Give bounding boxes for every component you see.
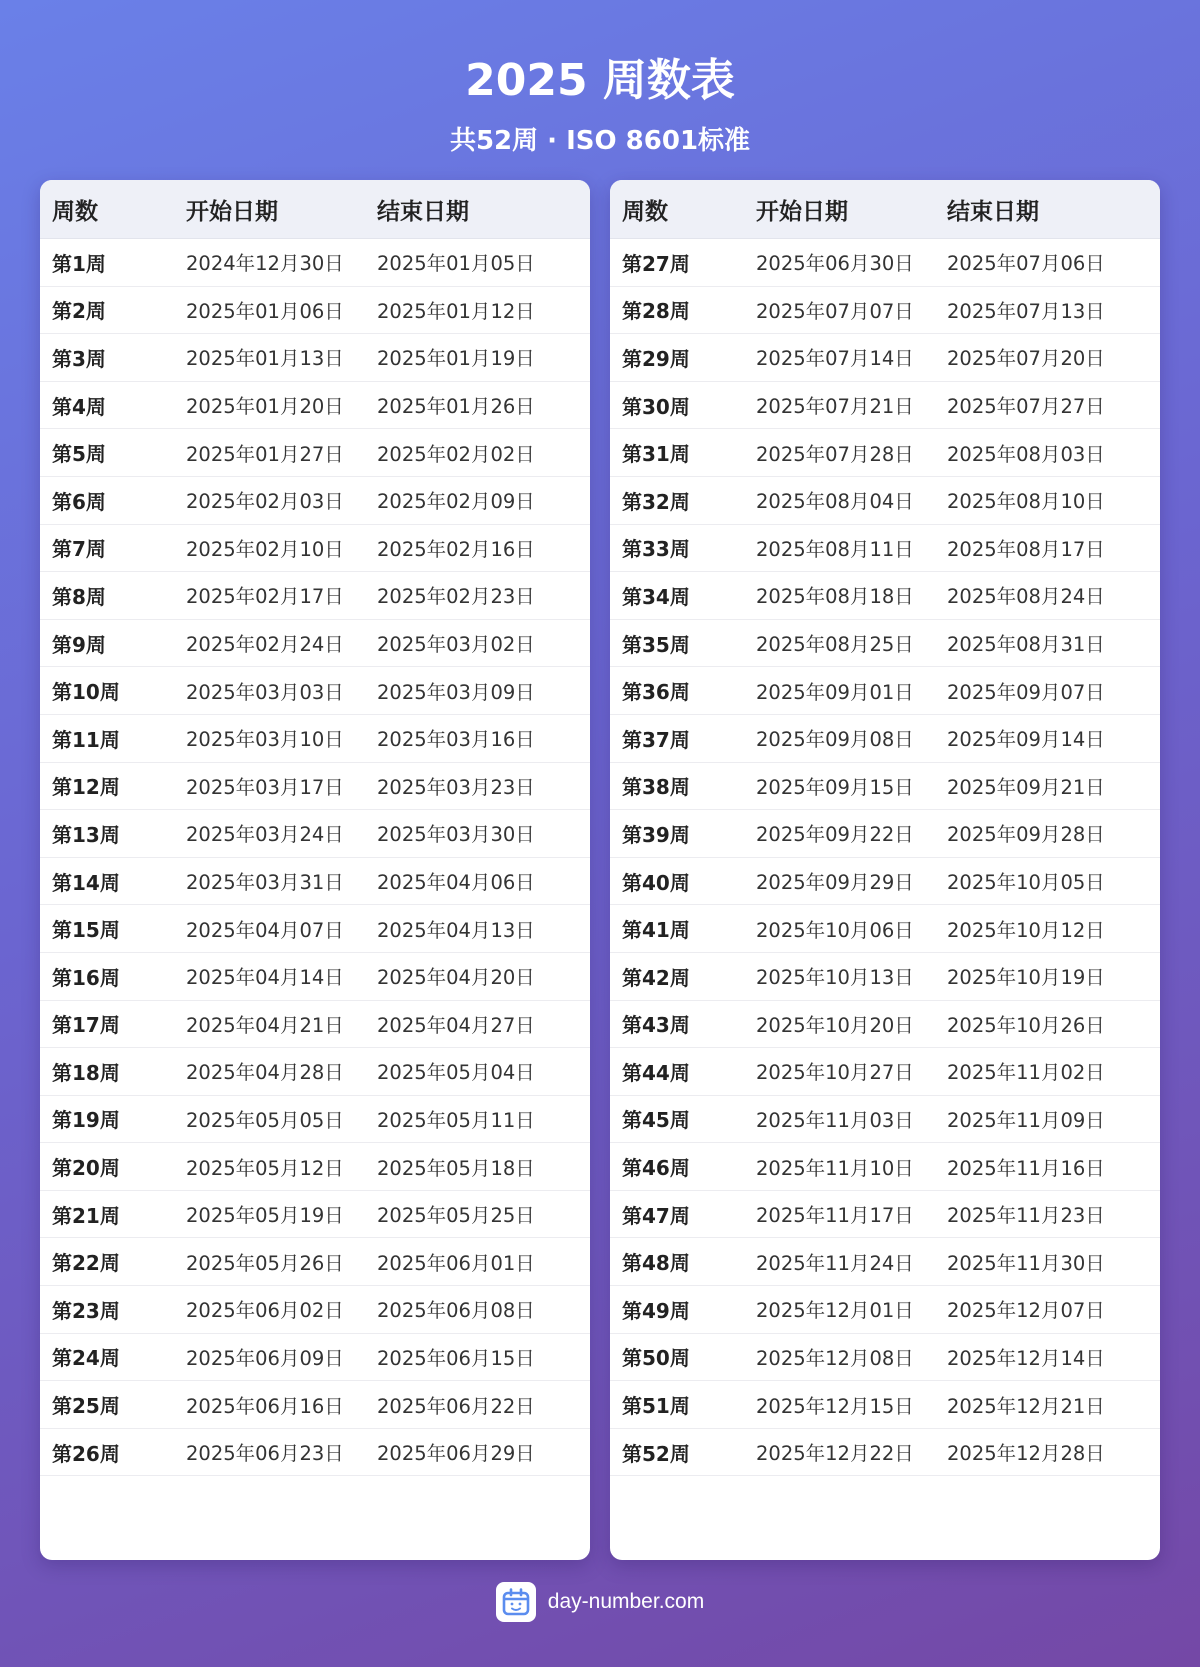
start-date-cell: 2025年07月21日	[756, 395, 914, 419]
start-date-cell: 2025年03月17日	[186, 775, 344, 799]
start-date-cell: 2024年12月30日	[186, 252, 344, 276]
table-header	[40, 180, 590, 239]
week-cell: 第18周	[52, 1060, 120, 1085]
site-name[interactable]: day-number.com	[547, 1590, 705, 1613]
end-date-cell: 2025年07月20日	[947, 347, 1105, 371]
start-date-cell: 2025年06月16日	[186, 1394, 344, 1418]
week-cell: 第39周	[622, 822, 690, 847]
week-cell: 第33周	[622, 537, 690, 562]
header-start: 开始日期	[756, 198, 848, 225]
start-date-cell: 2025年09月15日	[756, 775, 914, 799]
week-cell: 第32周	[622, 489, 690, 514]
start-date-cell: 2025年10月06日	[756, 918, 914, 942]
header-start: 开始日期	[186, 198, 278, 225]
end-date-cell: 2025年05月11日	[377, 1108, 535, 1132]
start-date-cell: 2025年05月12日	[186, 1156, 344, 1180]
week-cell: 第49周	[622, 1298, 690, 1323]
end-date-cell: 2025年08月24日	[947, 585, 1105, 609]
week-cell: 第11周	[52, 727, 120, 752]
start-date-cell: 2025年09月22日	[756, 823, 914, 847]
start-date-cell: 2025年04月21日	[186, 1013, 344, 1037]
week-cell: 第30周	[622, 394, 690, 419]
table-row	[40, 620, 590, 668]
week-cell: 第38周	[622, 775, 690, 800]
end-date-cell: 2025年01月19日	[377, 347, 535, 371]
week-cell: 第40周	[622, 870, 690, 895]
start-date-cell: 2025年06月02日	[186, 1299, 344, 1323]
week-cell: 第14周	[52, 870, 120, 895]
header-week: 周数	[622, 198, 668, 225]
end-date-cell: 2025年01月26日	[377, 395, 535, 419]
end-date-cell: 2025年11月30日	[947, 1251, 1105, 1275]
end-date-cell: 2025年02月23日	[377, 585, 535, 609]
end-date-cell: 2025年03月09日	[377, 680, 535, 704]
end-date-cell: 2025年06月15日	[377, 1346, 535, 1370]
week-cell: 第35周	[622, 632, 690, 657]
table-row	[40, 715, 590, 763]
table-row	[610, 572, 1160, 620]
week-cell: 第20周	[52, 1156, 120, 1181]
end-date-cell: 2025年11月09日	[947, 1108, 1105, 1132]
end-date-cell: 2025年10月12日	[947, 918, 1105, 942]
week-cell: 第5周	[52, 442, 106, 467]
end-date-cell: 2025年04月27日	[377, 1013, 535, 1037]
end-date-cell: 2025年11月23日	[947, 1204, 1105, 1228]
table-row	[40, 572, 590, 620]
table-row	[610, 477, 1160, 525]
end-date-cell: 2025年09月28日	[947, 823, 1105, 847]
start-date-cell: 2025年10月13日	[756, 966, 914, 990]
week-cell: 第36周	[622, 680, 690, 705]
start-date-cell: 2025年04月07日	[186, 918, 344, 942]
table-row	[610, 953, 1160, 1001]
table-row	[40, 1238, 590, 1286]
table-row	[40, 1334, 590, 1382]
table-row	[610, 1238, 1160, 1286]
calendar-face-icon	[496, 1582, 536, 1622]
start-date-cell: 2025年04月14日	[186, 966, 344, 990]
start-date-cell: 2025年09月08日	[756, 728, 914, 752]
week-cell: 第15周	[52, 918, 120, 943]
table-header	[610, 180, 1160, 239]
week-cell: 第10周	[52, 680, 120, 705]
table-row	[610, 1096, 1160, 1144]
start-date-cell: 2025年08月11日	[756, 537, 914, 561]
week-cell: 第43周	[622, 1013, 690, 1038]
end-date-cell: 2025年06月01日	[377, 1251, 535, 1275]
start-date-cell: 2025年09月29日	[756, 871, 914, 895]
start-date-cell: 2025年02月17日	[186, 585, 344, 609]
end-date-cell: 2025年05月04日	[377, 1061, 535, 1085]
table-row	[40, 1381, 590, 1429]
week-cell: 第21周	[52, 1203, 120, 1228]
end-date-cell: 2025年11月02日	[947, 1061, 1105, 1085]
end-date-cell: 2025年03月02日	[377, 633, 535, 657]
table-row	[40, 953, 590, 1001]
week-cell: 第28周	[622, 299, 690, 324]
start-date-cell: 2025年10月20日	[756, 1013, 914, 1037]
page-subtitle: 共52周 · ISO 8601标准	[449, 126, 751, 156]
table-row	[610, 1048, 1160, 1096]
table-row	[40, 667, 590, 715]
table-row	[610, 667, 1160, 715]
table-row	[610, 239, 1160, 287]
week-cell: 第13周	[52, 822, 120, 847]
end-date-cell: 2025年08月31日	[947, 633, 1105, 657]
table-row	[40, 1001, 590, 1049]
table-row	[610, 1191, 1160, 1239]
start-date-cell: 2025年06月30日	[756, 252, 914, 276]
end-date-cell: 2025年01月05日	[377, 252, 535, 276]
table-row	[40, 525, 590, 573]
week-cell: 第12周	[52, 775, 120, 800]
week-table-right	[610, 180, 1160, 1560]
start-date-cell: 2025年03月03日	[186, 680, 344, 704]
table-row	[610, 1334, 1160, 1382]
end-date-cell: 2025年02月02日	[377, 442, 535, 466]
end-date-cell: 2025年07月27日	[947, 395, 1105, 419]
start-date-cell: 2025年12月08日	[756, 1346, 914, 1370]
table-row	[610, 1381, 1160, 1429]
end-date-cell: 2025年07月06日	[947, 252, 1105, 276]
week-cell: 第41周	[622, 918, 690, 943]
table-row	[40, 1143, 590, 1191]
week-cell: 第17周	[52, 1013, 120, 1038]
end-date-cell: 2025年12月07日	[947, 1299, 1105, 1323]
table-row	[610, 763, 1160, 811]
table-row	[40, 429, 590, 477]
end-date-cell: 2025年12月14日	[947, 1346, 1105, 1370]
week-cell: 第3周	[52, 346, 106, 371]
start-date-cell: 2025年09月01日	[756, 680, 914, 704]
table-row	[40, 1286, 590, 1334]
end-date-cell: 2025年10月05日	[947, 871, 1105, 895]
table-row	[610, 715, 1160, 763]
start-date-cell: 2025年06月09日	[186, 1346, 344, 1370]
start-date-cell: 2025年08月18日	[756, 585, 914, 609]
table-row	[40, 905, 590, 953]
table-row	[610, 1286, 1160, 1334]
table-row	[40, 382, 590, 430]
week-cell: 第48周	[622, 1251, 690, 1276]
table-row	[40, 287, 590, 335]
start-date-cell: 2025年10月27日	[756, 1061, 914, 1085]
end-date-cell: 2025年09月14日	[947, 728, 1105, 752]
start-date-cell: 2025年03月24日	[186, 823, 344, 847]
end-date-cell: 2025年06月22日	[377, 1394, 535, 1418]
week-cell: 第23周	[52, 1298, 120, 1323]
week-cell: 第6周	[52, 489, 106, 514]
table-row	[610, 1143, 1160, 1191]
start-date-cell: 2025年02月24日	[186, 633, 344, 657]
table-row	[40, 763, 590, 811]
table-row	[40, 1048, 590, 1096]
end-date-cell: 2025年07月13日	[947, 299, 1105, 323]
start-date-cell: 2025年12月15日	[756, 1394, 914, 1418]
start-date-cell: 2025年12月22日	[756, 1442, 914, 1466]
week-cell: 第19周	[52, 1108, 120, 1133]
start-date-cell: 2025年01月20日	[186, 395, 344, 419]
table-row	[610, 525, 1160, 573]
start-date-cell: 2025年07月14日	[756, 347, 914, 371]
end-date-cell: 2025年08月03日	[947, 442, 1105, 466]
end-date-cell: 2025年03月30日	[377, 823, 535, 847]
end-date-cell: 2025年02月09日	[377, 490, 535, 514]
end-date-cell: 2025年11月16日	[947, 1156, 1105, 1180]
week-cell: 第44周	[622, 1060, 690, 1085]
footer	[0, 1580, 1200, 1624]
week-cell: 第52周	[622, 1441, 690, 1466]
week-cell: 第2周	[52, 299, 106, 324]
start-date-cell: 2025年05月05日	[186, 1108, 344, 1132]
table-row	[40, 1191, 590, 1239]
start-date-cell: 2025年03月31日	[186, 871, 344, 895]
week-cell: 第26周	[52, 1441, 120, 1466]
start-date-cell: 2025年07月28日	[756, 442, 914, 466]
week-cell: 第34周	[622, 584, 690, 609]
end-date-cell: 2025年05月25日	[377, 1204, 535, 1228]
end-date-cell: 2025年06月08日	[377, 1299, 535, 1323]
start-date-cell: 2025年02月10日	[186, 537, 344, 561]
table-row	[610, 858, 1160, 906]
week-cell: 第37周	[622, 727, 690, 752]
table-row	[40, 858, 590, 906]
start-date-cell: 2025年01月27日	[186, 442, 344, 466]
header-week: 周数	[52, 198, 98, 225]
end-date-cell: 2025年06月29日	[377, 1442, 535, 1466]
week-cell: 第22周	[52, 1251, 120, 1276]
end-date-cell: 2025年10月26日	[947, 1013, 1105, 1037]
table-row	[610, 1429, 1160, 1477]
start-date-cell: 2025年08月25日	[756, 633, 914, 657]
week-cell: 第24周	[52, 1346, 120, 1371]
end-date-cell: 2025年01月12日	[377, 299, 535, 323]
week-cell: 第7周	[52, 537, 106, 562]
week-cell: 第16周	[52, 965, 120, 990]
header-end: 结束日期	[377, 198, 469, 225]
end-date-cell: 2025年03月16日	[377, 728, 535, 752]
end-date-cell: 2025年04月20日	[377, 966, 535, 990]
week-cell: 第46周	[622, 1156, 690, 1181]
start-date-cell: 2025年11月03日	[756, 1108, 914, 1132]
end-date-cell: 2025年04月13日	[377, 918, 535, 942]
week-cell: 第47周	[622, 1203, 690, 1228]
start-date-cell: 2025年01月06日	[186, 299, 344, 323]
end-date-cell: 2025年02月16日	[377, 537, 535, 561]
end-date-cell: 2025年12月21日	[947, 1394, 1105, 1418]
table-row	[610, 810, 1160, 858]
week-cell: 第29周	[622, 346, 690, 371]
start-date-cell: 2025年08月04日	[756, 490, 914, 514]
table-row	[40, 810, 590, 858]
week-table-left	[40, 180, 590, 1560]
end-date-cell: 2025年10月19日	[947, 966, 1105, 990]
start-date-cell: 2025年12月01日	[756, 1299, 914, 1323]
week-cell: 第51周	[622, 1394, 690, 1419]
end-date-cell: 2025年04月06日	[377, 871, 535, 895]
end-date-cell: 2025年09月21日	[947, 775, 1105, 799]
week-cell: 第45周	[622, 1108, 690, 1133]
week-cell: 第50周	[622, 1346, 690, 1371]
table-row	[40, 239, 590, 287]
week-cell: 第1周	[52, 251, 106, 276]
end-date-cell: 2025年08月10日	[947, 490, 1105, 514]
table-row	[40, 334, 590, 382]
table-row	[40, 1429, 590, 1477]
week-cell: 第42周	[622, 965, 690, 990]
start-date-cell: 2025年11月24日	[756, 1251, 914, 1275]
week-cell: 第4周	[52, 394, 106, 419]
start-date-cell: 2025年07月07日	[756, 299, 914, 323]
week-cell: 第31周	[622, 442, 690, 467]
start-date-cell: 2025年11月10日	[756, 1156, 914, 1180]
table-row	[610, 1001, 1160, 1049]
end-date-cell: 2025年08月17日	[947, 537, 1105, 561]
end-date-cell: 2025年03月23日	[377, 775, 535, 799]
page-title: 2025 周数表	[465, 55, 735, 106]
header-end: 结束日期	[947, 198, 1039, 225]
table-row	[610, 334, 1160, 382]
start-date-cell: 2025年04月28日	[186, 1061, 344, 1085]
end-date-cell: 2025年05月18日	[377, 1156, 535, 1180]
week-cell: 第25周	[52, 1394, 120, 1419]
table-row	[40, 1096, 590, 1144]
end-date-cell: 2025年12月28日	[947, 1442, 1105, 1466]
table-row	[40, 477, 590, 525]
start-date-cell: 2025年06月23日	[186, 1442, 344, 1466]
table-row	[610, 382, 1160, 430]
start-date-cell: 2025年11月17日	[756, 1204, 914, 1228]
week-cell: 第27周	[622, 251, 690, 276]
start-date-cell: 2025年01月13日	[186, 347, 344, 371]
end-date-cell: 2025年09月07日	[947, 680, 1105, 704]
start-date-cell: 2025年05月26日	[186, 1251, 344, 1275]
start-date-cell: 2025年05月19日	[186, 1204, 344, 1228]
week-cell: 第9周	[52, 632, 106, 657]
table-row	[610, 429, 1160, 477]
table-row	[610, 287, 1160, 335]
table-row	[610, 620, 1160, 668]
table-row	[610, 905, 1160, 953]
week-cell: 第8周	[52, 584, 106, 609]
start-date-cell: 2025年03月10日	[186, 728, 344, 752]
start-date-cell: 2025年02月03日	[186, 490, 344, 514]
